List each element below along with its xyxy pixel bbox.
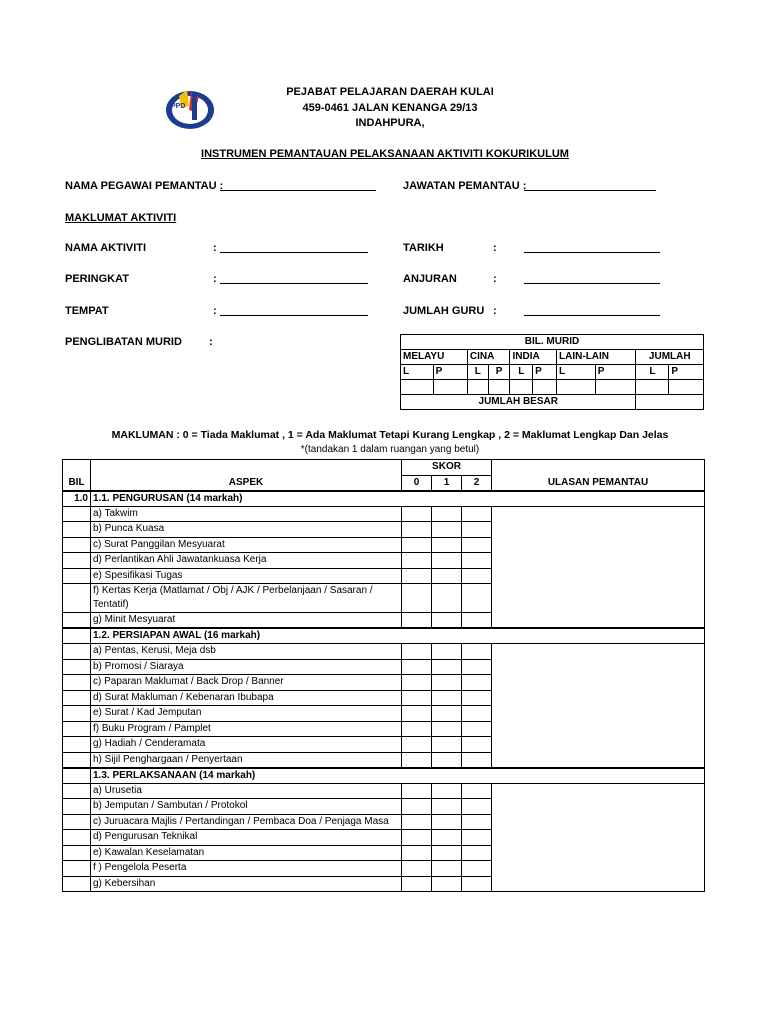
bil-cell [63,537,91,553]
group-india: INDIA [510,350,557,365]
section-bil [63,768,91,784]
skor-2-cell[interactable] [462,553,492,569]
aspek-item: g) Kebersihan [91,876,402,892]
aspek-item: f) Kertas Kerja (Matlamat / Obj / AJK / Perbelanjaan / Sasaran / Tentatif) [91,584,402,613]
skor-2-cell[interactable] [462,814,492,830]
document-title: INSTRUMEN PEMANTAUAN PELAKSANAAN AKTIVITI KOKURIKULUM [201,148,569,160]
bil-cell [63,845,91,861]
bil-cell [63,613,91,629]
skor-1-cell[interactable] [432,845,462,861]
section-bil [63,628,91,644]
skor-0-cell[interactable] [402,706,432,722]
skor-1-cell[interactable] [432,613,462,629]
skor-1-cell[interactable] [432,721,462,737]
bil-cell [63,799,91,815]
aspek-item: d) Pengurusan Teknikal [91,830,402,846]
anjuran-label: ANJURAN [403,273,457,285]
jawatan-field[interactable] [524,190,656,191]
bil-cell [63,659,91,675]
skor-1-cell[interactable] [432,876,462,892]
skor-0-cell[interactable] [402,584,432,613]
bil-cell [63,721,91,737]
skor-0-cell[interactable] [402,659,432,675]
skor-2-cell[interactable] [462,830,492,846]
skor-1-header: 1 [432,475,462,491]
group-lain-lain: LAIN-LAIN [557,350,636,365]
jawatan-label: JAWATAN PEMANTAU : [403,180,527,192]
skor-2-cell[interactable] [462,613,492,629]
bil-cell [63,690,91,706]
makluman-text: MAKLUMAN : 0 = Tiada Maklumat , 1 = Ada Maklumat Tetapi Kurang Lengkap , 2 = Maklumat Lengkap Dan Jelas [111,429,669,441]
skor-1-cell[interactable] [432,706,462,722]
skor-1-cell[interactable] [432,644,462,660]
skor-2-cell[interactable] [462,876,492,892]
aspek-row [63,644,705,660]
bil-murid-table [400,334,704,410]
bil-cell [63,814,91,830]
skor-1-cell[interactable] [432,783,462,799]
col-p: P [669,365,704,380]
skor-1-cell[interactable] [432,522,462,538]
skor-2-cell[interactable] [462,690,492,706]
bil-cell [63,553,91,569]
aspek-item: b) Punca Kuasa [91,522,402,538]
jumlah-besar-label: JUMLAH BESAR [401,395,636,410]
colon: : [209,336,213,348]
group-cina: CINA [467,350,510,365]
nama-pegawai-label: NAMA PEGAWAI PEMANTAU : [65,180,224,192]
murid-cell[interactable] [467,380,488,395]
section-title: 1.1. PENGURUSAN (14 markah) [91,491,705,507]
aspek-item: a) Takwim [91,506,402,522]
skor-1-cell[interactable] [432,752,462,768]
colon: : [493,273,497,285]
bil-cell [63,568,91,584]
skor-2-cell[interactable] [462,861,492,877]
colon: : [213,273,217,285]
colon: : [493,305,497,317]
aspek-item: g) Minit Mesyuarat [91,613,402,629]
col-l: L [636,365,669,380]
jumlah-guru-label: JUMLAH GURU [403,305,485,317]
colon: : [213,305,217,317]
skor-1-cell[interactable] [432,799,462,815]
skor-1-cell[interactable] [432,675,462,691]
skor-0-cell[interactable] [402,799,432,815]
skor-0-cell[interactable] [402,752,432,768]
aspek-item: g) Hadiah / Cenderamata [91,737,402,753]
skor-0-cell[interactable] [402,537,432,553]
skor-0-cell[interactable] [402,675,432,691]
tempat-field[interactable] [220,315,368,316]
skor-2-cell[interactable] [462,845,492,861]
skor-header: SKOR [402,460,492,476]
col-p: P [595,365,636,380]
skor-1-cell[interactable] [432,659,462,675]
skor-2-cell[interactable] [462,752,492,768]
col-p: P [533,365,557,380]
skor-1-cell[interactable] [432,506,462,522]
skor-0-cell[interactable] [402,861,432,877]
skor-0-cell[interactable] [402,690,432,706]
group-jumlah: JUMLAH [636,350,704,365]
skor-0-cell[interactable] [402,737,432,753]
skor-1-cell[interactable] [432,861,462,877]
section-title: 1.2. PERSIAPAN AWAL (16 markah) [91,628,705,644]
skor-2-cell[interactable] [462,659,492,675]
murid-cell[interactable] [595,380,636,395]
murid-cell[interactable] [636,380,669,395]
bil-header: BIL [63,460,91,491]
skor-1-cell[interactable] [432,814,462,830]
aspek-item: b) Promosi / Siaraya [91,659,402,675]
bil-cell [63,522,91,538]
section-row [63,491,705,507]
svg-text:PPD: PPD [171,103,186,110]
skor-0-cell[interactable] [402,845,432,861]
bil-cell [63,644,91,660]
aspek-item: d) Perlantikan Ahli Jawatankuasa Kerja [91,553,402,569]
section-row [63,628,705,644]
skor-2-cell[interactable] [462,783,492,799]
bil-cell [63,752,91,768]
aspek-header: ASPEK [91,460,402,491]
skor-1-cell[interactable] [432,584,462,613]
skor-1-cell[interactable] [432,830,462,846]
skor-0-header: 0 [402,475,432,491]
bil-cell [63,783,91,799]
murid-cell[interactable] [488,380,510,395]
bil-cell [63,737,91,753]
bil-murid-title: BIL. MURID [401,335,704,350]
skor-2-cell[interactable] [462,584,492,613]
col-l: L [467,365,488,380]
skor-2-cell[interactable] [462,506,492,522]
header-office: PEJABAT PELAJARAN DAERAH KULAI [286,86,494,98]
bil-cell [63,830,91,846]
skor-0-cell[interactable] [402,522,432,538]
col-p: P [488,365,510,380]
col-l: L [401,365,434,380]
group-melayu: MELAYU [401,350,468,365]
skor-0-cell[interactable] [402,830,432,846]
skor-2-cell[interactable] [462,737,492,753]
aspek-item: e) Surat / Kad Jemputan [91,706,402,722]
header-city: INDAHPURA, [355,117,425,129]
skor-0-cell[interactable] [402,644,432,660]
tempat-label: TEMPAT [65,305,109,317]
bil-cell [63,506,91,522]
skor-2-cell[interactable] [462,675,492,691]
skor-1-cell[interactable] [432,537,462,553]
murid-cell[interactable] [510,380,533,395]
jumlah-guru-field[interactable] [524,315,660,316]
maklumat-aktiviti-heading: MAKLUMAT AKTIVITI [65,212,177,224]
aspek-item: a) Pentas, Kerusi, Meja dsb [91,644,402,660]
col-l: L [557,365,596,380]
skor-0-cell[interactable] [402,783,432,799]
aspek-item: e) Kawalan Keselamatan [91,845,402,861]
aspek-item: b) Jemputan / Sambutan / Protokol [91,799,402,815]
skor-0-cell[interactable] [402,553,432,569]
col-l: L [510,365,533,380]
aspek-item: e) Spesifikasi Tugas [91,568,402,584]
skor-0-cell[interactable] [402,814,432,830]
bil-cell [63,861,91,877]
tarikh-field[interactable] [524,252,660,253]
bil-cell [63,675,91,691]
skor-2-cell[interactable] [462,721,492,737]
skor-2-cell[interactable] [462,644,492,660]
skor-1-cell[interactable] [432,690,462,706]
aspek-item: h) Sijil Penghargaan / Penyertaan [91,752,402,768]
section-title: 1.3. PERLAKSANAAN (14 markah) [91,768,705,784]
nama-pegawai-field[interactable] [220,190,376,191]
aspek-item: c) Juruacara Majlis / Pertandingan / Pembaca Doa / Penjaga Masa [91,814,402,830]
aspek-row [63,783,705,799]
section-bil: 1.0 [63,491,91,507]
aspek-item: a) Urusetia [91,783,402,799]
skor-1-cell[interactable] [432,568,462,584]
makluman-sub: *(tandakan 1 dalam ruangan yang betul) [300,444,480,455]
ulasan-cell[interactable] [492,644,705,768]
col-p: P [433,365,467,380]
bil-cell [63,584,91,613]
skor-2-cell[interactable] [462,522,492,538]
skor-2-cell[interactable] [462,568,492,584]
skor-2-cell[interactable] [462,537,492,553]
skor-0-cell[interactable] [402,721,432,737]
penglibatan-label: PENGLIBATAN MURID [65,336,182,348]
skor-2-cell[interactable] [462,706,492,722]
peringkat-label: PERINGKAT [65,273,129,285]
anjuran-field[interactable] [524,283,660,284]
nama-aktiviti-label: NAMA AKTIVITI [65,242,147,254]
aspek-item: d) Surat Makluman / Kebenaran Ibubapa [91,690,402,706]
skor-1-cell[interactable] [432,553,462,569]
skor-0-cell[interactable] [402,876,432,892]
murid-cell[interactable] [433,380,467,395]
skor-0-cell[interactable] [402,506,432,522]
skor-2-header: 2 [462,475,492,491]
aspek-item: c) Surat Panggilan Mesyuarat [91,537,402,553]
skor-0-cell[interactable] [402,613,432,629]
colon: : [493,242,497,254]
aspek-item: f) Buku Program / Pamplet [91,721,402,737]
skor-0-cell[interactable] [402,568,432,584]
ulasan-header: ULASAN PEMANTAU [492,460,705,491]
aspek-row [63,506,705,522]
ppd-emblem-icon [165,86,215,130]
section-row [63,768,705,784]
murid-cell[interactable] [669,380,704,395]
murid-cell[interactable] [557,380,596,395]
peringkat-field[interactable] [220,283,368,284]
header-address: 459-0461 JALAN KENANGA 29/13 [302,102,478,114]
bil-cell [63,706,91,722]
colon: : [213,242,217,254]
aspek-item: c) Paparan Maklumat / Back Drop / Banner [91,675,402,691]
ulasan-cell[interactable] [492,783,705,892]
ulasan-cell[interactable] [492,506,705,628]
jumlah-besar-cell[interactable] [636,395,704,410]
skor-2-cell[interactable] [462,799,492,815]
aspek-item: f ) Pengelola Peserta [91,861,402,877]
murid-cell[interactable] [533,380,557,395]
bil-cell [63,876,91,892]
murid-cell[interactable] [401,380,434,395]
skor-1-cell[interactable] [432,737,462,753]
aspek-table [62,459,705,892]
nama-aktiviti-field[interactable] [220,252,368,253]
tarikh-label: TARIKH [403,242,444,254]
